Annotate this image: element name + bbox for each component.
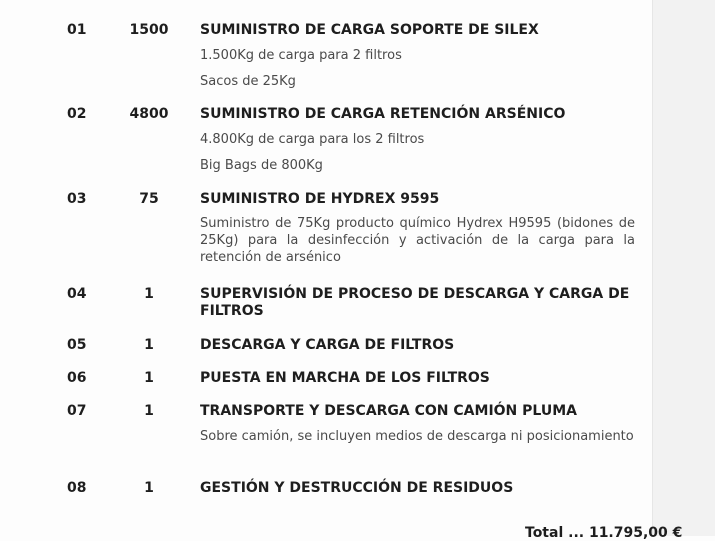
item-detail-line: 1.500Kg de carga para 2 filtros (200, 48, 402, 63)
item-number: 08 (67, 480, 87, 496)
item-quantity: 75 (139, 191, 159, 207)
item-quantity: 1 (144, 370, 154, 386)
item-quantity: 1 (144, 286, 154, 302)
total-amount: Total ... 11.795,00 € (525, 525, 683, 541)
item-title: GESTIÓN Y DESTRUCCIÓN DE RESIDUOS (200, 480, 514, 496)
item-number: 05 (67, 337, 87, 353)
item-title: SUMINISTRO DE HYDREX 9595 (200, 191, 440, 207)
item-title: PUESTA EN MARCHA DE LOS FILTROS (200, 370, 490, 386)
item-number: 07 (67, 403, 87, 419)
item-title: SUMINISTRO DE CARGA SOPORTE DE SILEX (200, 22, 539, 38)
item-description: Sobre camión, se incluyen medios de descarga ni posicionamiento (200, 429, 634, 444)
item-title: SUMINISTRO DE CARGA RETENCIÓN ARSÉNICO (200, 106, 566, 122)
item-title: SUPERVISIÓN DE PROCESO DE DESCARGA Y CARGA DE FILTROS (200, 286, 630, 319)
item-number: 01 (67, 22, 87, 38)
item-detail-line: Sacos de 25Kg (200, 74, 296, 89)
item-title: TRANSPORTE Y DESCARGA CON CAMIÓN PLUMA (200, 403, 577, 419)
item-detail-line: Big Bags de 800Kg (200, 158, 323, 173)
item-detail-line: 4.800Kg de carga para los 2 filtros (200, 132, 425, 147)
item-quantity: 1 (144, 403, 154, 419)
item-quantity: 4800 (129, 106, 169, 122)
item-number: 03 (67, 191, 87, 207)
item-number: 06 (67, 370, 87, 386)
item-number: 04 (67, 286, 87, 302)
item-number: 02 (67, 106, 87, 122)
item-quantity: 1 (144, 337, 154, 353)
page-margin (652, 0, 715, 536)
item-title: DESCARGA Y CARGA DE FILTROS (200, 337, 455, 353)
item-description: Suministro de 75Kg producto químico Hydrex H9595 (bidones de 25Kg) para la desinfección y activación de la carga para la retención de arsénico (200, 216, 635, 265)
item-quantity: 1 (144, 480, 154, 496)
item-quantity: 1500 (129, 22, 169, 38)
